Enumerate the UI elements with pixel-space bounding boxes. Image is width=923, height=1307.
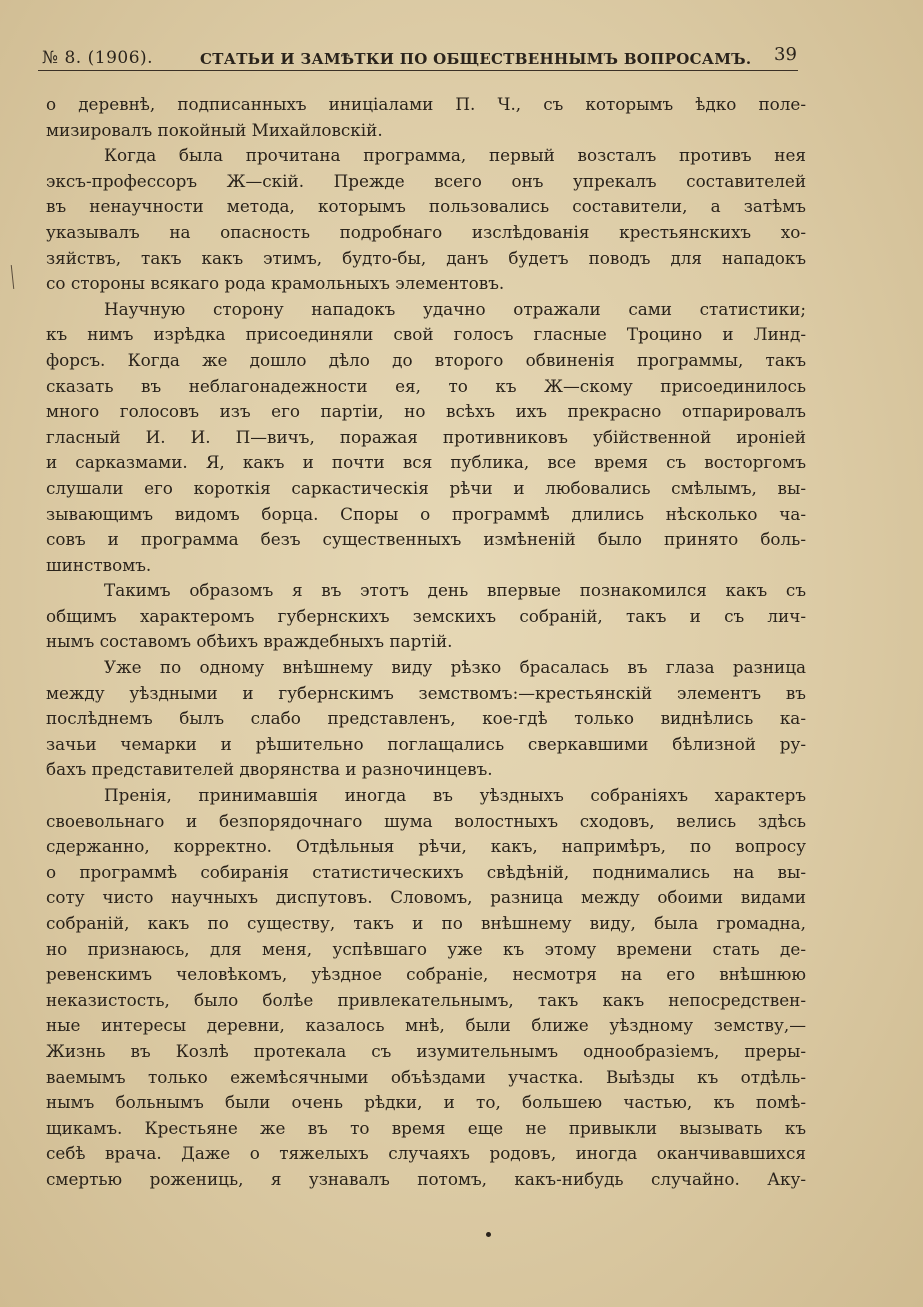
- text-line: ваемымъ только ежемѣсячными объѣздами участка. Выѣзды къ отдѣль-: [46, 1066, 806, 1087]
- text-line: неказистость, было болѣе привлекательнымъ, такъ какъ непосредствен-: [46, 989, 806, 1010]
- text-line: со стороны всякаго рода крамольныхъ элементовъ.: [46, 273, 505, 294]
- text-line: слушали его короткія саркастическія рѣчи и любовались смѣлымъ, вы-: [46, 477, 806, 498]
- running-header: [38, 42, 798, 70]
- text-line: мизировалъ покойный Михайловскій.: [46, 119, 383, 140]
- print-speck: [486, 1232, 491, 1237]
- text-line: зывающимъ видомъ борца. Споры о программѣ длились нѣсколько ча-: [46, 503, 806, 524]
- text-line: соту чисто научныхъ диспутовъ. Словомъ, разница между обоими видами: [46, 887, 806, 908]
- text-line: послѣднемъ былъ слабо представленъ, кое-гдѣ только виднѣлись ка-: [46, 708, 806, 729]
- text-line: но признаюсь, для меня, успѣвшаго уже къ этому времени стать де-: [46, 938, 806, 959]
- text-line: бахъ представителей дворянства и разночинцевъ.: [46, 759, 493, 780]
- text-line: общимъ характеромъ губернскихъ земскихъ собраній, такъ и съ лич-: [46, 605, 806, 626]
- text-line: шинствомъ.: [46, 554, 152, 575]
- text-line: Такимъ образомъ я въ этотъ день впервые познакомился какъ съ: [104, 580, 806, 601]
- body-text: [46, 92, 806, 1193]
- margin-pencil-mark: [11, 265, 15, 289]
- text-line: Когда была прочитана программа, первый возсталъ противъ нея: [104, 145, 806, 166]
- text-line: ревенскимъ человѣкомъ, уѣздное собраніе, несмотря на его внѣшнюю: [46, 964, 806, 985]
- text-line: щикамъ. Крестьяне же въ то время еще не привыкли вызывать къ: [46, 1117, 806, 1138]
- header-rule: [38, 70, 798, 71]
- text-line: собраній, какъ по существу, такъ и по внѣшнему виду, была громадна,: [46, 913, 806, 933]
- text-line: зачьи чемарки и рѣшительно поглащались сверкавшими бѣлизной ру-: [46, 733, 806, 754]
- text-line: своевольнаго и безпорядочнаго шума волостныхъ сходовъ, велись здѣсь: [46, 810, 806, 831]
- text-line: Жизнь въ Козлѣ протекала съ изумительнымъ однообразіемъ, преры-: [46, 1040, 806, 1061]
- text-line: къ нимъ изрѣдка присоединяли свой голосъ гласные Троцино и Линд-: [46, 324, 806, 345]
- text-line: Пренія, принимавшія иногда въ уѣздныхъ собраніяхъ характеръ: [104, 785, 806, 806]
- text-line: эксъ-профессоръ Ж—скій. Прежде всего онъ упрекалъ составителей: [46, 170, 806, 191]
- text-line: Научную сторону нападокъ удачно отражали сами статистики;: [104, 298, 806, 319]
- issue-label: № 8. (1906).: [42, 48, 154, 68]
- text-line: сдержанно, корректно. Отдѣльныя рѣчи, какъ, напримѣръ, по вопросу: [46, 836, 806, 857]
- text-line: въ ненаучности метода, которымъ пользовались составители, а затѣмъ: [46, 196, 806, 217]
- text-line: Уже по одному внѣшнему виду рѣзко брасалась въ глаза разница: [104, 657, 806, 678]
- text-line: ные интересы деревни, казалось мнѣ, были ближе уѣздному земству,—: [46, 1015, 806, 1036]
- text-line: форсъ. Когда же дошло дѣло до второго обвиненія программы, такъ: [46, 349, 806, 370]
- page-number: 39: [774, 44, 797, 65]
- text-line: указывалъ на опасность подробнаго изслѣдованія крестьянскихъ хо-: [46, 221, 806, 242]
- section-title: СТАТЬИ И ЗАМѢТКИ ПО ОБЩЕСТВЕННЫМЪ ВОПРОСАМЪ.: [200, 50, 752, 68]
- text-line: гласный И. И. П—вичъ, поражая противниковъ убійственной ироніей: [46, 426, 806, 447]
- text-line: смертью рожениць, я узнавалъ потомъ, какъ-нибудь случайно. Аку-: [46, 1168, 806, 1189]
- text-line: о программѣ собиранія статистическихъ свѣдѣній, поднимались на вы-: [46, 861, 806, 882]
- text-line: между уѣздными и губернскимъ земствомъ:—крестьянскій элементъ въ: [46, 682, 806, 703]
- text-line: много голосовъ изъ его партіи, но всѣхъ ихъ прекрасно отпарировалъ: [46, 401, 806, 422]
- text-line: совъ и программа безъ существенныхъ измѣненій было принято боль-: [46, 529, 806, 550]
- text-line: сказать въ неблагонадежности ея, то къ Ж—скому присоединилось: [46, 375, 806, 396]
- text-line: себѣ врача. Даже о тяжелыхъ случаяхъ родовъ, иногда оканчивавшихся: [46, 1143, 806, 1164]
- text-line: о деревнѣ, подписанныхъ иниціалами П. Ч., съ которымъ ѣдко поле-: [46, 94, 806, 114]
- text-line: нымъ больнымъ были очень рѣдки, и то, большею частью, къ помѣ-: [46, 1092, 806, 1113]
- text-line: и сарказмами. Я, какъ и почти вся публика, все время съ восторгомъ: [46, 452, 806, 473]
- text-line: зяйствъ, такъ какъ этимъ, будто-бы, данъ будетъ поводъ для нападокъ: [46, 247, 806, 268]
- text-line: нымъ составомъ обѣихъ враждебныхъ партій.: [46, 631, 453, 652]
